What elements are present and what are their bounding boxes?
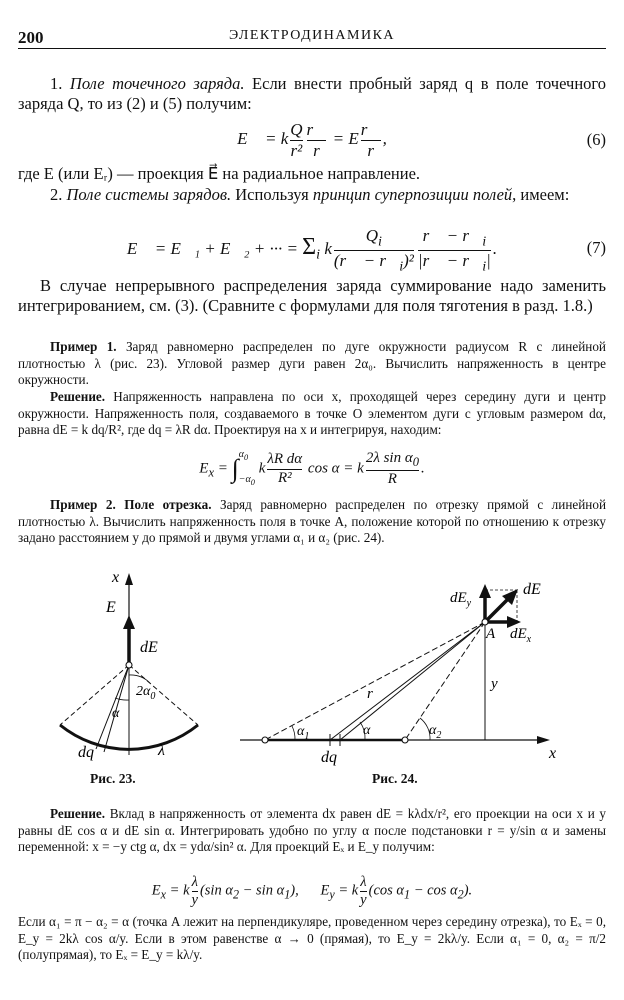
para-continuous: В случае непрерывного распределения заряда суммирование надо заменить интегрированием, см. (3). (Сравните с формулами для поля тяготения в разд. 1.8.) xyxy=(18,276,606,315)
equation-6: E⃗ = k $\frac{Q}{\text{r²}}$ $\frac{r⃗}{r}$ = E $\frac{r⃗}{r}$ , xyxy=(237,120,387,160)
fig24-alpha2-label: $\alpha_2$ xyxy=(429,723,442,741)
figure-24 xyxy=(235,570,585,770)
fig23-E-label: E xyxy=(106,599,116,616)
running-head: ЭЛЕКТРОДИНАМИКА xyxy=(228,28,396,43)
fig24-x-label: x xyxy=(549,745,557,762)
fig23-lambda-label: λ xyxy=(158,742,165,759)
equation-7: E⃗ = E⃗₁ + E⃗₂ + ··· = $\Sigma_i$ k $\frac{Q_i}{(r⃗ - r⃗_i)^2}$ $\frac{r⃗ - r⃗_i}{|r⃗ - r⃗_i|}$ . xyxy=(126,226,498,275)
example-2: Пример 2. Поле отрезка. Заряд равномерно распределен по отрезку прямой с линейной плотностью λ. Вычислить напряженность поля в точке A, положение которой по отношению к отрезку задано расстоянием y до прямой и двумя углами α₁ и α₂ (рис. 24). xyxy=(18,497,606,545)
equation-ex2: $E_x = k$ $\frac{\lambda}{y}$ (sin $\alpha_2 - \sin \alpha_1$), $E_y = k$ $\frac{\lambda}{y}$ (cos $\alpha_1 - \cos \alpha_2$). xyxy=(151,874,473,908)
page-header xyxy=(18,22,606,49)
fig24-y-label: y xyxy=(491,676,498,692)
fig24-dEx-label: $dE_x$ xyxy=(510,626,532,645)
fig23-dq-label: dq xyxy=(78,744,94,761)
fig23-2alpha0-label: $2\alpha_0$ xyxy=(136,684,156,702)
fig24-dq-label: dq xyxy=(321,749,337,766)
equation-ex1: $E_x$ = ∫ $\alpha_0$ $-\alpha_0$ k $\frac{\text{λR dα}}{\text{R²}}$ cos α = k $\frac{2\lambda \sin \alpha_0}{R}$ . xyxy=(199,449,425,487)
fig24-alpha1-label: $\alpha_1$ xyxy=(297,724,310,742)
x-axis-arrow-icon xyxy=(125,573,133,585)
dE-arrow-icon xyxy=(123,615,135,629)
para1-text: Если внести пробный заряд q в поле точечного заряда Q, то из (2) и (5) получим: xyxy=(18,74,607,113)
example-2-final: Если α₁ = π − α₂ = α (точка A лежит на перпендикуляре, проведенном через середину отрезка), то Eₓ = 0, E_y = 2kλ cos α/y. Если в этом равенстве α → 0 (прямая), то E_y = 2kλ/y. Если α₁ = 0, α₂ = π/2 (полупрямая), то Eₓ = E_y = kλ/y. xyxy=(18,914,606,962)
fig24-dEy-label: $dE_y$ xyxy=(450,590,472,609)
eq-number-6: (6) xyxy=(586,130,606,149)
example-2-solution: Решение. Вклад в напряженность от элемента dx равен dE = kλdx/r², его проекции на оси x и y равны dE cos α и dE sin α. Интегрировать удобно по углу α после подстановки r = y/sin α и замены переменной: x = −y ctg α, dx = ydα/sin² α. Для проекций Eₓ и E_y получим: xyxy=(18,806,606,854)
example-1: Пример 1. Заряд равномерно распределен по дуге окружности радиусом R с линейной плотностью λ (рис. 23). Угловой размер дуги равен 2α₀. Вычислить напряженность в центре окружности. xyxy=(18,339,606,387)
fig24-r-label: r xyxy=(367,686,373,702)
fig24-alpha-label: α xyxy=(363,723,371,738)
para1-title: Поле точечного заряда. xyxy=(69,74,245,93)
superposition-term: принцип суперпозиции полей xyxy=(312,185,513,204)
fig23-caption: Рис. 23. xyxy=(90,771,136,786)
fig23-x-label: x xyxy=(112,569,120,586)
fig24-dE-label: dE xyxy=(523,581,541,598)
para-point-charge: 1. Поле точечного заряда. Если внести пробный заряд q в поле точечного заряда Q, то из (2) и (5) получим: xyxy=(18,74,607,113)
fig24-x-arrow-icon xyxy=(537,736,550,744)
para-system-of-charges: 2. Поле системы зарядов. Используя принцип суперпозиции полей, имеем: xyxy=(50,185,570,204)
eq-number-7: (7) xyxy=(586,238,606,257)
example-1-solution: Решение. Напряженность направлена по оси x, проходящей через середину дуги и центр окружности. Напряженность поля, создаваемого в точке O элементом дуги с угловым размером dα, равна dE = k dq/R², где dq = λR dα. Проектируя на x и интегрируя, находим: xyxy=(18,389,606,437)
fig23-alpha-label: α xyxy=(112,706,120,721)
page-number: 200 xyxy=(18,28,44,47)
figure-23 xyxy=(40,565,230,770)
para2-title: Поле системы зарядов. xyxy=(66,185,232,204)
para1-after: где E (или Eᵣ) — проекция E⃗ на радиальное направление. xyxy=(18,164,421,183)
fig24-A-label: A xyxy=(486,626,496,642)
fig24-caption: Рис. 24. xyxy=(372,771,418,786)
dEy-arrow-icon xyxy=(479,584,491,598)
fig23-dE-label: dE xyxy=(140,639,158,656)
